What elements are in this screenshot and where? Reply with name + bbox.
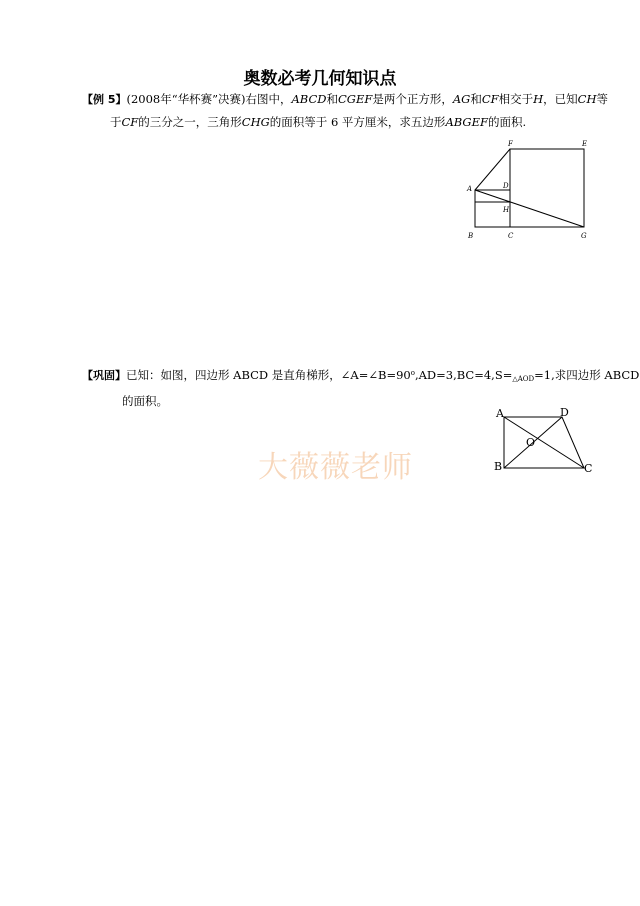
text: =1,求四边形 ABCD — [534, 368, 640, 382]
text: 的三分之一，三角形 — [138, 115, 242, 129]
text: 等 — [596, 92, 608, 106]
example-tag: 【例 5】 — [82, 93, 127, 106]
text: 是两个正方形， — [372, 92, 453, 106]
math-chg: CHG — [241, 115, 270, 129]
math-cf: CF — [481, 92, 499, 106]
label-b: B — [494, 460, 503, 473]
text: 的面积. — [487, 115, 527, 129]
example-5-line-1 — [82, 88, 612, 111]
text: 的面积。 — [122, 394, 168, 408]
math-cgef: CGEF — [337, 92, 373, 106]
label-d: D — [560, 406, 569, 419]
text: 的面积等于 6 平方厘米，求五边形 — [269, 115, 446, 129]
squares-figure — [460, 136, 600, 244]
math-abgef: ABGEF — [445, 115, 488, 129]
label-c: C — [584, 462, 593, 475]
text: (2008年“华杯赛”决赛)右图中， — [126, 92, 292, 106]
watermark: 大薇薇老师 — [258, 450, 413, 485]
text: 已知：如图，四边形 ABCD 是直角梯形，∠A=∠B=90 — [126, 368, 411, 382]
segment-ag — [475, 190, 584, 227]
text: 和 — [470, 92, 482, 106]
label-g: G — [581, 232, 587, 240]
math-ch: CH — [577, 92, 597, 106]
math-h: H — [533, 92, 544, 106]
math-cf: CF — [121, 115, 139, 129]
text: 相交于 — [498, 92, 534, 106]
label-o: O — [526, 436, 536, 449]
label-d: D — [503, 182, 509, 190]
consolidation-tag: 【巩固】 — [82, 369, 126, 382]
math-ag: AG — [452, 92, 471, 106]
diagonal-ac — [504, 417, 584, 468]
label-b: B — [468, 232, 474, 240]
label-c: C — [508, 232, 514, 240]
consolidation-line-1 — [82, 362, 640, 390]
example-5-line-2 — [82, 111, 612, 133]
square-cgef — [510, 149, 584, 227]
text: 于 — [110, 115, 122, 129]
label-f: F — [508, 140, 513, 148]
text: 和 — [326, 92, 338, 106]
math-abcd: ABCD — [291, 92, 327, 106]
text: ,AD=3,BC=4,S= — [414, 368, 513, 382]
label-h: H — [503, 206, 510, 214]
page-title: 奥数必考几何知识点 — [243, 69, 397, 89]
area-subscript: △AOD — [512, 375, 535, 383]
degree-mark: o — [410, 369, 415, 377]
text: ，已知 — [543, 92, 578, 106]
label-e: E — [582, 140, 588, 148]
example-5-problem — [82, 88, 612, 133]
trapezoid-figure — [490, 404, 600, 478]
label-a: A — [467, 185, 473, 193]
label-a: A — [496, 407, 504, 420]
